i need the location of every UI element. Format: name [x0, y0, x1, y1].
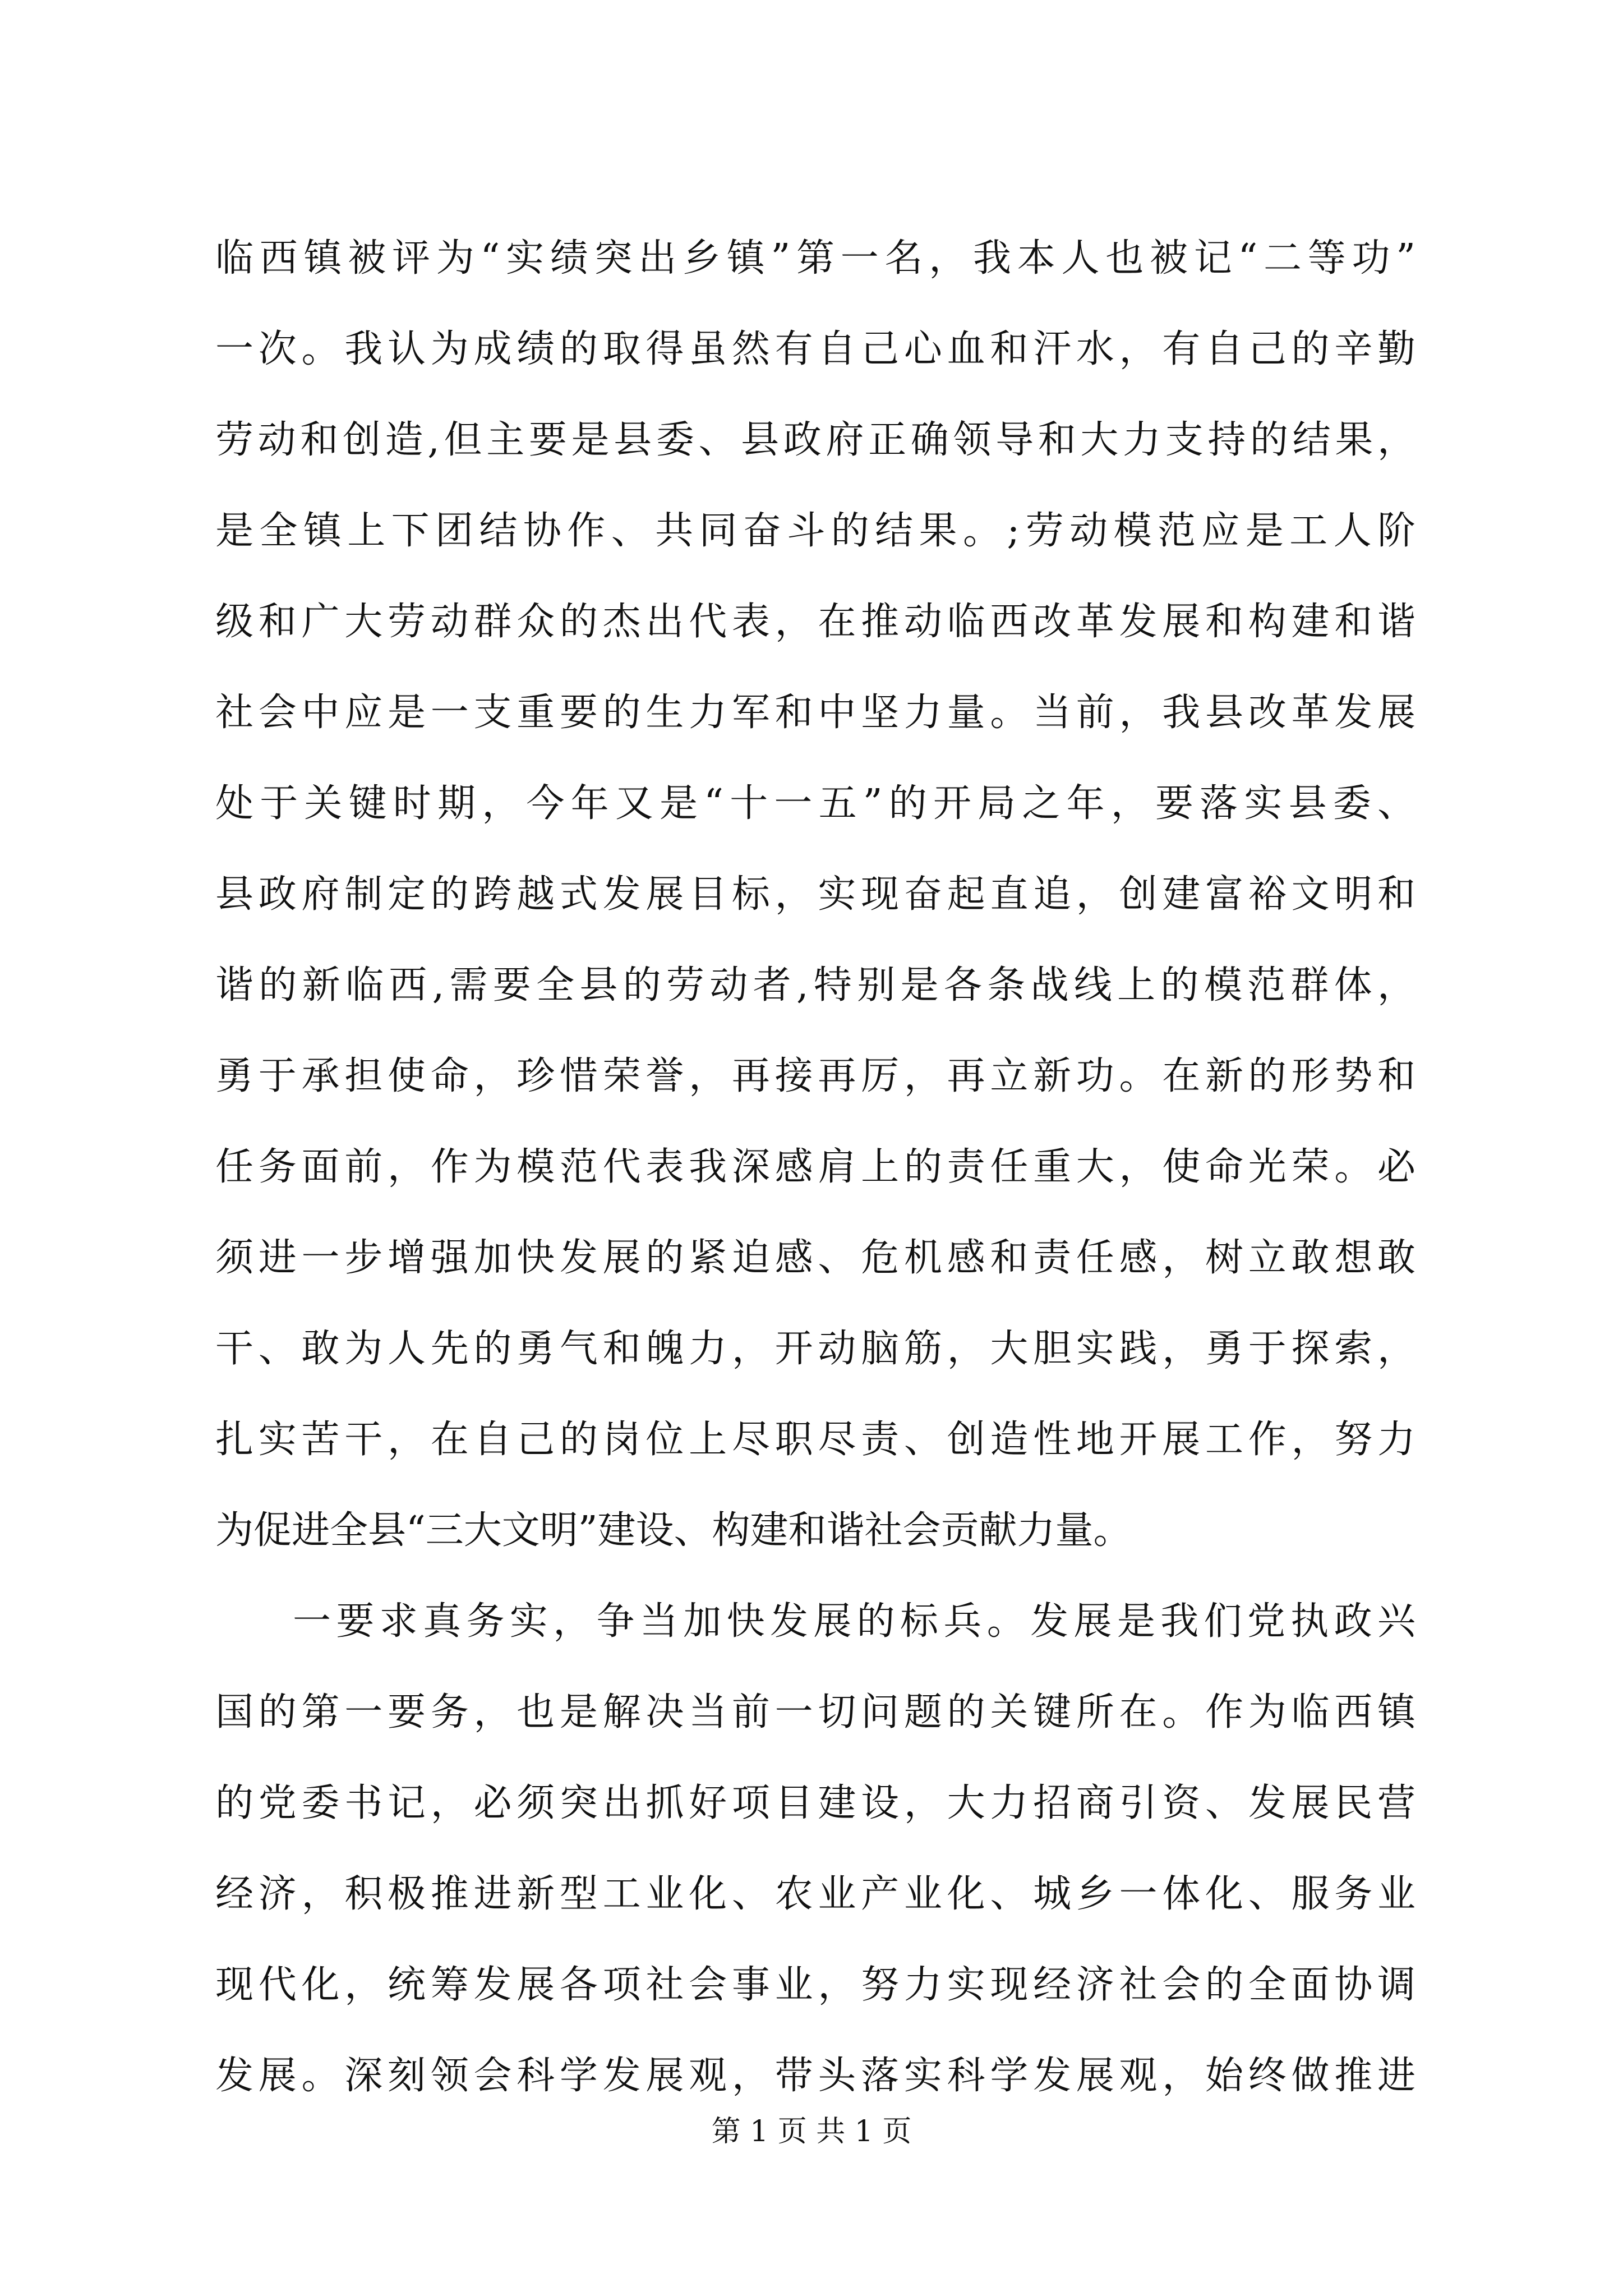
paragraph-end-line: 为促进全县“三大文明”建设、构建和谐社会贡献力量。: [215, 1508, 1132, 1553]
text-line: 干、敢为人先的勇气和魄力，开动脑筋，大胆实践，勇于探索，: [215, 1327, 1415, 1371]
text-line: 县政府制定的跨越式发展目标，实现奋起直追，创建富裕文明和: [215, 872, 1415, 917]
text-line: 处于关键时期，今年又是“十一五”的开局之年，要落实县委、: [215, 781, 1415, 826]
text-line: 劳动和创造,但主要是县委、县政府正确领导和大力支持的结果，: [215, 418, 1415, 462]
text-line: 临西镇被评为“实绩突出乡镇”第一名，我本人也被记“二等功”: [215, 236, 1415, 280]
text-line: 谐的新临西,需要全县的劳动者,特别是各条战线上的模范群体，: [215, 963, 1415, 1007]
paragraph-first-line: 一要求真务实，争当加快发展的标兵。发展是我们党执政兴: [293, 1599, 1415, 1644]
text-line: 发展。深刻领会科学发展观，带头落实科学发展观，始终做推进: [215, 2054, 1415, 2098]
text-line: 一次。我认为成绩的取得虽然有自己心血和汗水，有自己的辛勤: [215, 327, 1415, 371]
text-line: 扎实苦干，在自己的岗位上尽职尽责、创造性地开展工作，努力: [215, 1418, 1415, 1462]
text-line: 是全镇上下团结协作、共同奋斗的结果。;劳动模范应是工人阶: [215, 509, 1415, 553]
text-line: 任务面前，作为模范代表我深感肩上的责任重大，使命光荣。必: [215, 1145, 1415, 1189]
text-line: 社会中应是一支重要的生力军和中坚力量。当前，我县改革发展: [215, 691, 1415, 735]
text-line: 级和广大劳动群众的杰出代表，在推动临西改革发展和构建和谐: [215, 600, 1415, 644]
text-line: 勇于承担使命，珍惜荣誉，再接再厉，再立新功。在新的形势和: [215, 1054, 1415, 1098]
text-line: 须进一步增强加快发展的紧迫感、危机感和责任感，树立敢想敢: [215, 1236, 1415, 1280]
text-line: 的党委书记，必须突出抓好项目建设，大力招商引资、发展民营: [215, 1781, 1415, 1825]
text-line: 经济，积极推进新型工业化、农业产业化、城乡一体化、服务业: [215, 1872, 1415, 1916]
text-line: 现代化，统筹发展各项社会事业，努力实现经济社会的全面协调: [215, 1963, 1415, 2007]
document-body: [215, 213, 1415, 2122]
text-line: 国的第一要务，也是解决当前一切问题的关键所在。作为临西镇: [215, 1690, 1415, 1734]
page-number-footer: 第 1 页 共 1 页: [711, 2115, 912, 2148]
